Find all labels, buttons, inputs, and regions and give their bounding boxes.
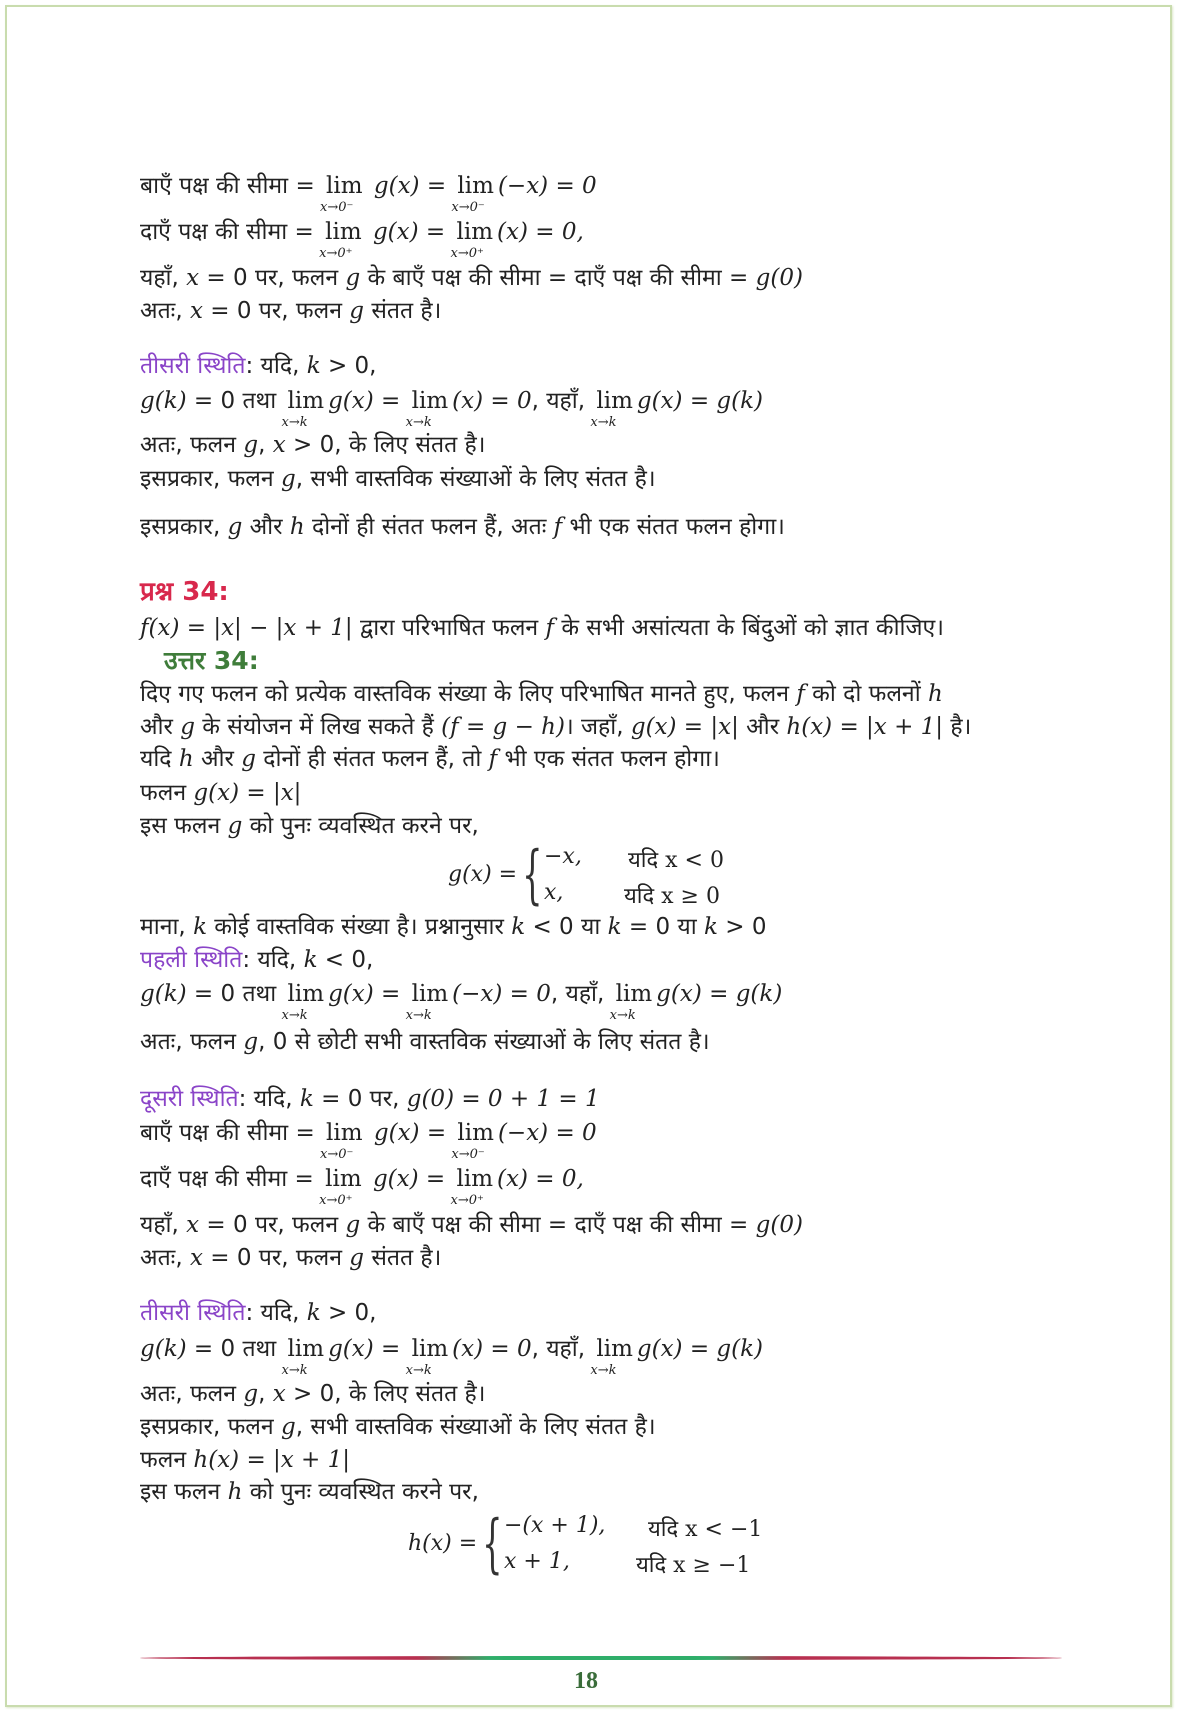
math-expression: h [178,746,194,772]
text: > 0, के लिए संतत है। [285,432,486,458]
limit-operator [450,1164,494,1208]
piece-expr: −x, [544,844,582,869]
math-expression: g(x) = [365,219,453,245]
text-line [140,912,766,942]
text: , [258,432,273,458]
text-line [140,1334,764,1378]
text-line [164,646,259,677]
text: यहाँ, [140,1212,187,1238]
text: को पुनः व्यवस्थित करने पर, [242,1479,479,1505]
lim-subscript: x→k [281,1363,308,1378]
text: दोनों ही संतत फलन हैं, अतः [304,514,554,540]
brace-icon: { [482,1507,503,1581]
math-expression: g [180,714,195,740]
piecewise-lhs: h(x) = [408,1531,478,1556]
math-expression: (f = g − h) [441,714,565,740]
limit-operator [590,386,633,430]
lim-subscript: x→0⁻ [451,1147,485,1162]
text: दाएँ पक्ष की सीमा = [140,1166,322,1192]
text: , यहाँ, [531,388,593,414]
question-heading: प्रश्न 34: [140,577,229,607]
text: = 0 तथा [186,981,284,1007]
text-line [140,1164,584,1208]
math-expression: g(x) = [328,1336,408,1362]
text: भी एक संतत फलन होगा। [497,746,720,772]
lim-subscript: x→0⁻ [451,200,485,215]
math-expression: g(x) = [328,981,408,1007]
math-expression: x [186,1212,200,1238]
math-expression: (−x) = 0 [497,1120,597,1146]
math-expression: k [704,914,718,940]
text: = 0 पर, फलन [202,1245,350,1271]
text: : यदि, [245,353,307,379]
piece-expr: x + 1, [504,1549,570,1574]
text-line [140,512,785,542]
math-expression: g [280,1414,296,1440]
lim-label: lim [411,388,449,414]
text: और [242,514,290,540]
text: है। [943,714,972,740]
text-line [140,296,441,326]
math-expression: (x) = 0, [497,219,584,245]
text-line [140,1118,597,1162]
page-number: 18 [574,1668,598,1694]
math-expression: f(x) = |x| − |x + 1| [140,615,353,641]
math-expression: k [306,1300,321,1326]
text: । जहाँ, [564,714,631,740]
math-expression: f [545,615,555,641]
math-expression: g(x) = |x| [193,780,302,806]
text: दोनों ही संतत फलन हैं, तो [255,746,489,772]
text-line [140,263,803,293]
math-expression: k [303,947,318,973]
text-line [140,386,764,430]
lim-label: lim [596,388,633,414]
text-line [140,464,656,494]
math-expression: h [927,681,943,707]
math-expression: f [553,514,563,540]
text: कोई वास्तविक संख्या है। प्रश्नानुसार [207,914,512,940]
lim-subscript: x→0⁻ [320,1147,354,1162]
lim-label: lim [456,1166,494,1192]
text: , [258,1381,273,1407]
lim-label: lim [457,173,494,199]
lim-label: lim [326,173,363,199]
text: = 0 तथा [186,388,284,414]
text-line [140,577,229,608]
text: संतत है। [364,298,442,324]
lim-label: lim [325,219,362,245]
text: के सभी असांत्यता के बिंदुओं को ज्ञात कीजिए। [554,615,944,641]
text: यहाँ, [140,265,187,291]
text: अतः, [140,1245,190,1271]
text: = 0 पर, फलन [199,1212,346,1238]
text-line [140,1027,710,1057]
limit-operator [451,171,494,215]
text: : यदि, [245,1300,307,1326]
text-line [140,945,373,975]
text: अतः, फलन [140,432,244,458]
lim-label: lim [596,1336,633,1362]
text-line [140,217,584,261]
math-expression: g [243,1381,259,1407]
lim-subscript: x→k [405,1363,432,1378]
lim-label: lim [457,1120,494,1146]
text-line [140,171,597,215]
lim-subscript: x→0⁺ [319,1193,353,1208]
text: = 0 पर, [313,1086,407,1112]
text: : यदि, [238,1086,300,1112]
text: = 0 या [621,914,704,940]
limit-operator [281,386,325,430]
math-expression: g(x) = g(k) [656,981,783,1007]
math-expression: h(x) = |x + 1| [193,1447,351,1473]
math-expression: g [227,813,243,839]
lim-label: lim [456,219,494,245]
case-heading: तीसरी स्थिति [140,353,246,379]
math-expression: g [345,265,361,291]
math-expression: g(x) = [366,173,454,199]
limit-operator [319,1164,362,1208]
limit-operator [405,1334,449,1378]
lim-subscript: x→k [405,1008,432,1023]
piece-expr: −(x + 1), [504,1513,606,1538]
lim-subscript: x→k [590,415,617,430]
text-line [140,1412,656,1442]
text-line [140,1445,350,1475]
math-expression: x [189,298,203,324]
lim-subscript: x→0⁻ [320,200,354,215]
math-expression: (−x) = 0 [497,173,597,199]
text-line [140,1210,803,1240]
text: फलन [140,1447,194,1473]
lim-subscript: x→k [281,1008,308,1023]
math-expression: g(k) [140,981,187,1007]
math-expression: h(x) = |x + 1| [786,714,944,740]
text-line [140,1379,485,1409]
text: इस फलन [140,1479,228,1505]
piece-cond: यदि x < 0 [628,848,724,873]
lim-label: lim [325,1166,362,1192]
text: दाएँ पक्ष की सीमा = [140,219,322,245]
text: भी एक संतत फलन होगा। [562,514,785,540]
text-line [140,1477,479,1507]
text: यदि [140,746,179,772]
text-line [140,1243,441,1273]
math-expression: x [272,432,286,458]
math-expression: g(x) = [366,1120,454,1146]
text-line [140,1298,376,1328]
piece-cond: यदि x ≥ −1 [636,1553,751,1578]
text: > 0, [320,1300,377,1326]
math-expression: (x) = 0, [497,1166,584,1192]
lim-label: lim [411,981,449,1007]
text: , यहाँ, [550,981,612,1007]
text-line [140,811,479,841]
math-expression: (x) = 0 [452,388,532,414]
text: , सभी वास्तविक संख्याओं के लिए संतत है। [295,1414,656,1440]
limit-operator [320,1118,363,1162]
text-line [140,430,485,460]
math-expression: g(x) = [328,388,408,414]
text: फलन [140,780,194,806]
lim-subscript: x→k [405,415,432,430]
text: > 0 [717,914,767,940]
text: , सभी वास्तविक संख्याओं के लिए संतत है। [295,466,656,492]
math-expression: k [607,914,622,940]
text-line [140,744,720,774]
text: संतत है। [364,1245,442,1271]
piece-expr: x, [544,880,564,905]
math-expression: k [511,914,526,940]
text: द्वारा परिभाषित फलन [352,615,546,641]
math-expression: k [306,353,321,379]
math-expression: g [280,466,296,492]
math-expression: g(k) [140,1336,187,1362]
text: और [140,714,181,740]
math-expression: g [241,746,256,772]
text: और [193,746,242,772]
math-expression: h [289,514,305,540]
text: अतः, फलन [140,1381,244,1407]
lim-label: lim [287,1336,325,1362]
text-line [140,351,376,381]
text: > 0, के लिए संतत है। [285,1381,486,1407]
brace-icon: { [522,838,543,912]
lim-label: lim [287,388,325,414]
math-expression: x [272,1381,286,1407]
limit-operator [320,171,363,215]
limit-operator [405,979,449,1023]
math-expression: g(x) = [365,1166,453,1192]
math-expression: g [349,1245,365,1271]
lim-subscript: x→0⁺ [450,1193,484,1208]
lim-subscript: x→0⁺ [319,246,353,261]
limit-operator [590,1334,633,1378]
case-heading: तीसरी स्थिति [140,1300,246,1326]
lim-label: lim [411,1336,449,1362]
math-expression: (x) = 0 [452,1336,532,1362]
text: इसप्रकार, फलन [140,466,281,492]
text: = 0 तथा [186,1336,284,1362]
lim-label: lim [326,1120,363,1146]
limit-operator [405,386,449,430]
math-expression: g [243,432,259,458]
text: अतः, फलन [140,1029,244,1055]
text: , 0 से छोटी सभी वास्तविक संख्याओं के लिए संतत है। [258,1029,710,1055]
limit-operator [609,979,653,1023]
answer-heading: उत्तर 34: [164,646,259,675]
text: को दो फलनों [804,681,928,707]
text: , यहाँ, [531,1336,593,1362]
limit-operator [451,1118,494,1162]
text: के बाएँ पक्ष की सीमा = दाएँ पक्ष की सीमा = [360,1212,756,1238]
lim-label: lim [615,981,653,1007]
text-line [140,712,971,742]
text: अतः, [140,298,190,324]
math-expression: h [227,1479,243,1505]
text: इसप्रकार, फलन [140,1414,281,1440]
math-expression: g(0) [755,1212,803,1238]
limit-operator [281,1334,325,1378]
math-expression: k [193,914,207,940]
text: इस फलन [140,813,228,839]
lim-subscript: x→0⁺ [450,246,484,261]
text: बाएँ पक्ष की सीमा = [140,173,323,199]
math-expression: k [299,1086,314,1112]
case-heading: दूसरी स्थिति [140,1086,239,1112]
text: बाएँ पक्ष की सीमा = [140,1120,323,1146]
text-line [140,778,301,808]
lim-subscript: x→k [281,415,308,430]
piece-cond: यदि x < −1 [648,1517,763,1542]
math-expression: g(0) [755,265,803,291]
math-expression: x [186,265,200,291]
math-expression: f [488,746,498,772]
piece-cond: यदि x ≥ 0 [624,884,720,909]
text: > 0, [320,353,377,379]
math-expression: g(x) = g(k) [636,388,764,414]
math-expression: g(x) = |x| [630,714,739,740]
text: दिए गए फलन को प्रत्येक वास्तविक संख्या के लिए परिभाषित मानते हुए, फलन [140,681,797,707]
text: के बाएँ पक्ष की सीमा = दाएँ पक्ष की सीमा = [360,265,756,291]
math-expression: g(0) = 0 + 1 = 1 [406,1086,600,1112]
text: = 0 पर, फलन [199,265,346,291]
math-expression: g [227,514,243,540]
text-line [140,979,783,1023]
lim-subscript: x→k [590,1363,617,1378]
text: : यदि, [242,947,304,973]
text-line [140,1084,600,1114]
math-expression: f [796,681,805,707]
text-line [140,679,943,709]
math-expression: (−x) = 0 [452,981,551,1007]
lim-subscript: x→k [609,1008,636,1023]
text: माना, [140,914,194,940]
text: इसप्रकार, [140,514,228,540]
text: के संयोजन में लिख सकते हैं [194,714,442,740]
limit-operator [319,217,362,261]
math-expression: g [349,298,365,324]
text-line [140,613,944,643]
piecewise-lhs: g(x) = [448,862,518,887]
text: को पुनः व्यवस्थित करने पर, [242,813,479,839]
math-expression: g [345,1212,361,1238]
case-heading: पहली स्थिति [140,947,243,973]
text: < 0 या [525,914,608,940]
math-expression: x [189,1245,203,1271]
footer-divider [140,1656,1062,1660]
text: = 0 पर, फलन [202,298,350,324]
text: और [738,714,787,740]
math-expression: g(k) [140,388,187,414]
limit-operator [281,979,325,1023]
text: < 0, [317,947,374,973]
math-expression: g(x) = g(k) [636,1336,764,1362]
math-expression: g [243,1029,259,1055]
limit-operator [450,217,494,261]
lim-label: lim [287,981,325,1007]
